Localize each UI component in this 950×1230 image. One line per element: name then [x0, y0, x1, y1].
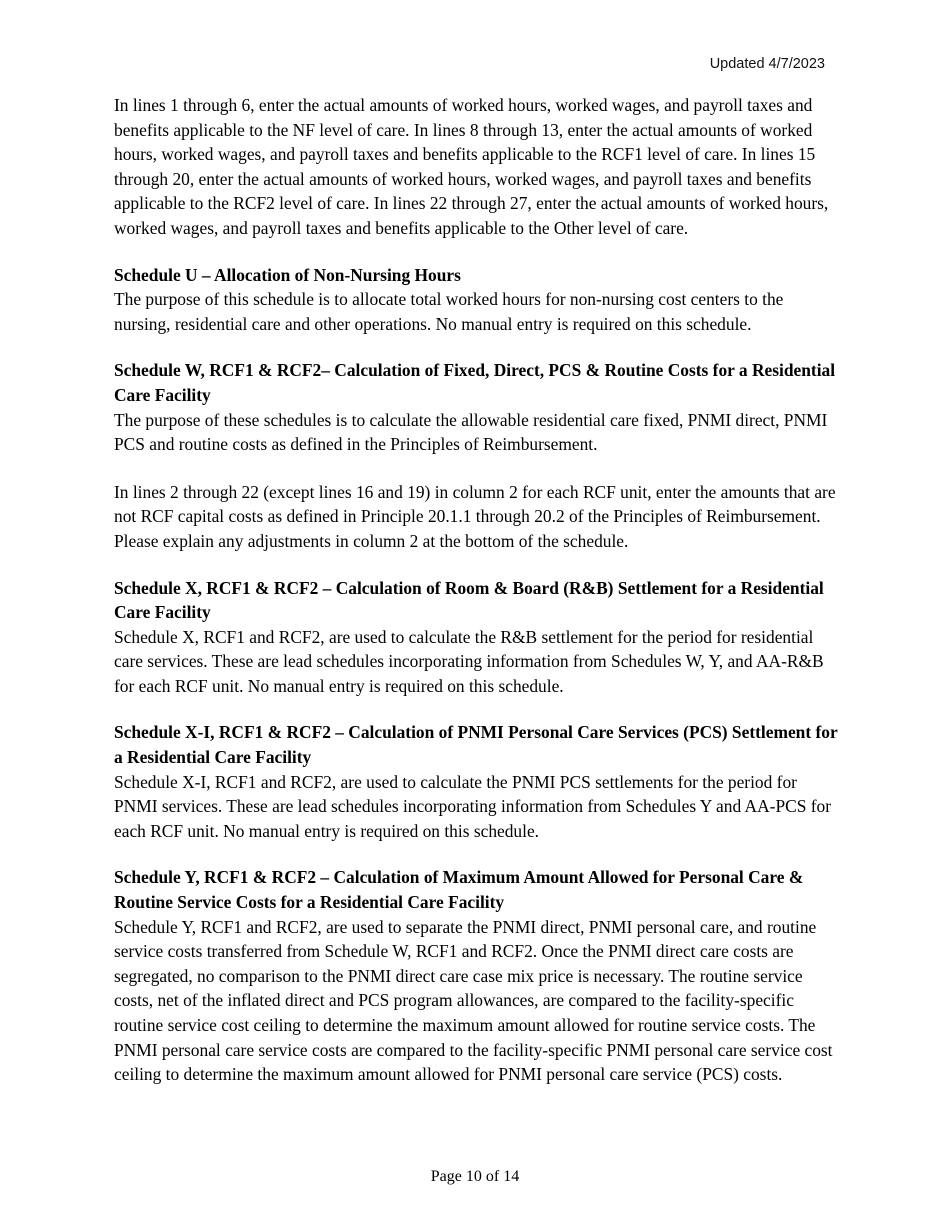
section-schedule-x [114, 576, 844, 699]
section-heading: Schedule U – Allocation of Non-Nursing Hours [114, 264, 461, 285]
document-body [114, 93, 844, 1087]
section-paragraph: Schedule Y, RCF1 and RCF2, are used to separate the PNMI direct, PNMI personal care, and routine service costs transferred from Schedule W, RCF1 and RCF2. Once the PNMI direct care costs are segregated, no comparison to the PNMI direct care case mix price is necessary. The routine service costs, net of the inflated direct and PCS program allowances, are compared to the facility-specific routine service cost ceiling to determine the maximum amount allowed for routine service costs. The PNMI personal care service costs are compared to the facility-specific PNMI personal care service cost ceiling to determine the maximum amount allowed for PNMI personal care service (PCS) costs. [114, 916, 833, 1085]
section-heading: Schedule X-I, RCF1 & RCF2 – Calculation of PNMI Personal Care Services (PCS) Settlement for a Residential Care Facility [114, 722, 838, 768]
intro-paragraph: In lines 1 through 6, enter the actual amounts of worked hours, worked wages, and payroll taxes and benefits applicable to the NF level of care. In lines 8 through 13, enter the actual amounts of worked hours, worked wages, and payroll taxes and benefits applicable to the RCF1 level of care. In lines 15 through 20, enter the actual amounts of worked hours, worked wages, and payroll taxes and benefits applicable to the RCF2 level of care. In lines 22 through 27, enter the actual amounts of worked hours, worked wages, and payroll taxes and benefits applicable to the Other level of care. [114, 95, 829, 238]
section-heading: Schedule Y, RCF1 & RCF2 – Calculation of Maximum Amount Allowed for Personal Care & Routine Service Costs for a Residential Care Facility [114, 867, 804, 913]
section-schedule-x-i [114, 720, 844, 843]
section-paragraph: In lines 2 through 22 (except lines 16 and 19) in column 2 for each RCF unit, enter the amounts that are not RCF capital costs as defined in Principle 20.1.1 through 20.2 of the Principles of Reimbursement. Please explain any adjustments in column 2 at the bottom of the schedule. [114, 481, 836, 551]
section-heading: Schedule W, RCF1 & RCF2– Calculation of Fixed, Direct, PCS & Routine Costs for a Residential Care Facility [114, 360, 836, 405]
section-schedule-u [114, 263, 844, 337]
updated-date: Updated 4/7/2023 [709, 56, 825, 72]
section-schedule-y [114, 865, 844, 1086]
section-heading: Schedule X, RCF1 & RCF2 – Calculation of Room & Board (R&B) Settlement for a Residential Care Facility [114, 577, 824, 623]
section-schedule-w [114, 358, 844, 553]
section-paragraph: Schedule X-I, RCF1 and RCF2, are used to calculate the PNMI PCS settlements for the period for PNMI services. These are lead schedules incorporating information from Schedules Y and AA-PCS for each RCF unit. No manual entry is required on this schedule. [114, 771, 832, 841]
section-paragraph: The purpose of this schedule is to allocate total worked hours for non-nursing cost centers to the nursing, residential care and other operations. No manual entry is required on this schedule. [114, 289, 784, 334]
page-number: Page 10 of 14 [430, 1168, 520, 1185]
section-paragraph: Schedule X, RCF1 and RCF2, are used to calculate the R&B settlement for the period for residential care services. These are lead schedules incorporating information from Schedules W, Y, and AA-R&B for each RCF unit. No manual entry is required on this schedule. [114, 626, 824, 696]
section-paragraph: The purpose of these schedules is to calculate the allowable residential care fixed, PNMI direct, PNMI PCS and routine costs as defined in the Principles of Reimbursement. [114, 409, 828, 455]
